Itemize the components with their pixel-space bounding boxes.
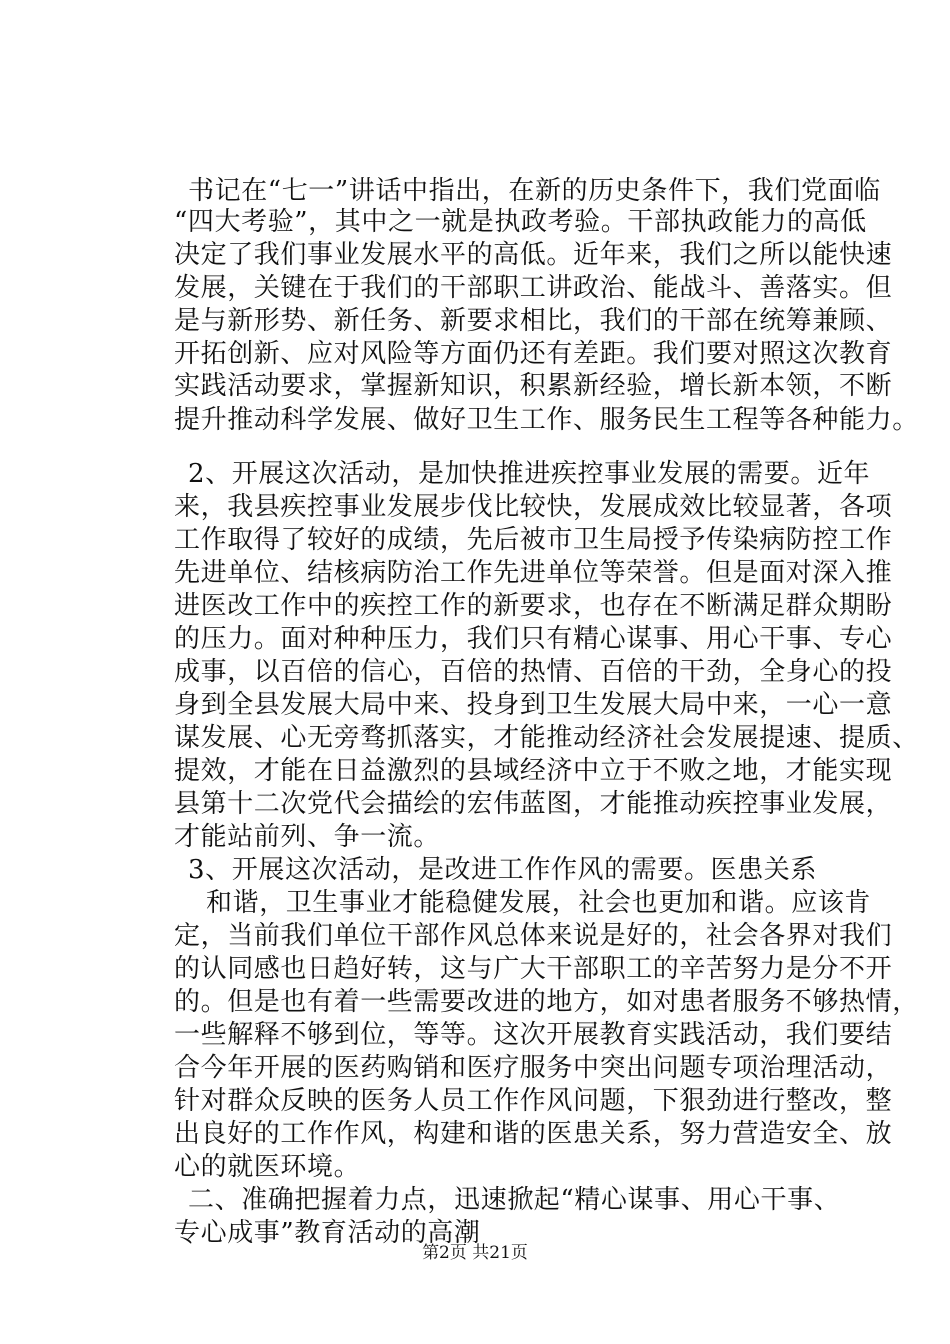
- text-line: 成事，以百倍的信心，百倍的热情、百倍的干劲，全身心的投: [174, 657, 893, 687]
- text-line: 书记在“七一”讲话中指出，在新的历史条件下，我们党面临: [188, 176, 881, 206]
- text-line: 来，我县疾控事业发展步伐比较快，发展成效比较显著，各项: [174, 492, 893, 522]
- text-line: 合今年开展的医药购销和医疗服务中突出问题专项治理活动，: [174, 1053, 893, 1083]
- text-line: 开拓创新、应对风险等方面仍还有差距。我们要对照这次教育: [174, 339, 893, 369]
- text-line: 决定了我们事业发展水平的高低。近年来，我们之所以能快速: [174, 240, 893, 270]
- text-line: “四大考验”，其中之一就是执政考验。干部执政能力的高低: [174, 207, 867, 237]
- text-line: 和谐，卫生事业才能稳健发展，社会也更加和谐。应该肯: [206, 888, 872, 918]
- text-line: 提效，才能在日益激烈的县域经济中立于不败之地，才能实现: [174, 756, 893, 786]
- text-line: 身到全县发展大局中来、投身到卫生发展大局中来，一心一意: [174, 690, 893, 720]
- text-line: 3、开展这次活动，是改进工作作风的需要。医患关系: [188, 855, 817, 885]
- text-line: 心的就医环境。: [174, 1152, 361, 1182]
- text-line: 专心成事”教育活动的高潮: [174, 1218, 481, 1248]
- text-line: 是与新形势、新任务、新要求相比，我们的干部在统筹兼顾、: [174, 306, 893, 336]
- text-line: 先进单位、结核病防治工作先进单位等荣誉。但是面对深入推: [174, 558, 893, 588]
- text-line: 2、开展这次活动，是加快推进疾控事业发展的需要。近年: [188, 459, 871, 489]
- text-line: 进医改工作中的疾控工作的新要求，也存在不断满足群众期盼: [174, 591, 893, 621]
- text-line: 定，当前我们单位干部作风总体来说是好的，社会各界对我们: [174, 921, 893, 951]
- text-line: 出良好的工作作风，构建和谐的医患关系，努力营造安全、放: [174, 1119, 893, 1149]
- text-line: 发展，关键在于我们的干部职工讲政治、能战斗、善落实。但: [174, 273, 893, 303]
- text-line: 二、准确把握着力点，迅速掀起“精心谋事、用心干事、: [188, 1185, 841, 1215]
- text-line: 的认同感也日趋好转，这与广大干部职工的辛苦努力是分不开: [174, 954, 893, 984]
- text-line: 的压力。面对种种压力，我们只有精心谋事、用心干事、专心: [174, 624, 893, 654]
- text-line: 县第十二次党代会描绘的宏伟蓝图，才能推动疾控事业发展，: [174, 789, 893, 819]
- text-line: 的。但是也有着一些需要改进的地方，如对患者服务不够热情，: [174, 987, 919, 1017]
- text-line: 谋发展、心无旁骛抓落实，才能推动经济社会发展提速、提质、: [174, 723, 919, 753]
- text-line: 才能站前列、争一流。: [174, 822, 441, 852]
- text-line: 工作取得了较好的成绩，先后被市卫生局授予传染病防控工作: [174, 525, 893, 555]
- text-line: 一些解释不够到位，等等。这次开展教育实践活动，我们要结: [174, 1020, 893, 1050]
- text-line: 实践活动要求，掌握新知识，积累新经验，增长新本领，不断: [174, 371, 893, 401]
- text-line: 提升推动科学发展、做好卫生工作、服务民生工程等各种能力。: [174, 405, 919, 435]
- text-line: 针对群众反映的医务人员工作作风问题，下狠劲进行整改，整: [174, 1086, 893, 1116]
- page-footer: 第2页 共21页: [422, 1243, 528, 1263]
